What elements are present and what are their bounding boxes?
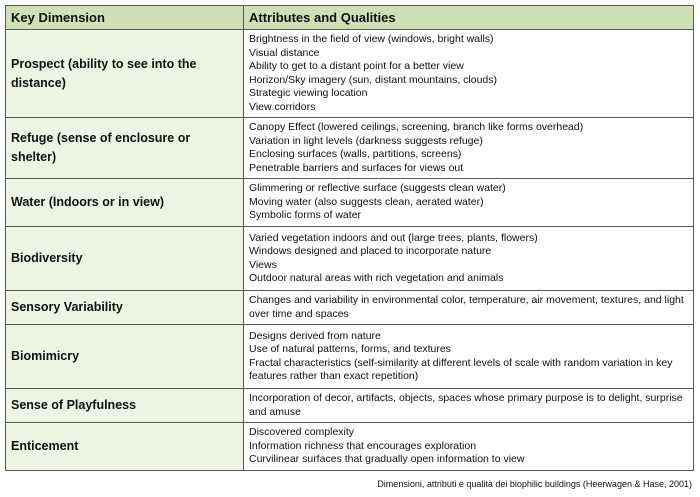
attributes-cell [244, 118, 694, 179]
key-dimension-cell: Water (Indoors or in view) [6, 179, 244, 227]
attribute-item: Moving water (also suggests clean, aerated water) [249, 195, 484, 208]
table-header [6, 6, 694, 30]
attribute-item: Canopy Effect (lowered ceilings, screening, branch like forms overhead) [249, 121, 584, 133]
attribute-item: Windows designed and placed to incorporate nature [249, 245, 492, 257]
attribute-item: Fractal characteristics (self-similarity at different levels of scale with random variation in key features rather than exact repetition) [249, 356, 673, 382]
attribute-item: Glimmering or reflective surface (suggests clean water) [249, 182, 506, 195]
attribute-item: Brightness in the field of view (windows, bright walls) [249, 33, 494, 45]
attribute-item: Ability to get to a distant point for a better view [249, 60, 464, 72]
table-row [6, 179, 694, 227]
table-row [6, 227, 694, 291]
table-body [6, 30, 694, 471]
key-dimension-cell: Prospect (ability to see into the distance) [6, 30, 244, 118]
biophilic-dimensions-table [5, 5, 694, 471]
attribute-item: Views [249, 258, 277, 271]
key-dimension-cell: Sense of Playfulness [6, 389, 244, 423]
attributes-cell [244, 30, 694, 118]
attributes-cell [244, 179, 694, 227]
attribute-item: Discovered complexity [249, 426, 355, 438]
header-row [6, 6, 694, 30]
table-row [6, 291, 694, 325]
attributes-cell [244, 291, 694, 325]
attribute-item: Designs derived from nature [249, 329, 381, 342]
key-dimension-cell: Sensory Variability [6, 291, 244, 325]
attribute-item: Horizon/Sky imagery (sun, distant mountains, clouds) [249, 73, 498, 86]
attribute-item: View corridors [249, 100, 316, 113]
attribute-item: Use of natural patterns, forms, and textures [249, 343, 451, 355]
biophilic-dimensions-table-wrapper [5, 5, 693, 471]
attribute-item: Variation in light levels (darkness suggests refuge) [249, 134, 483, 147]
key-dimension-cell: Refuge (sense of enclosure or shelter) [6, 118, 244, 179]
attribute-item: Changes and variability in environmental color, temperature, air movement, textures, and light over time and spaces [249, 294, 684, 320]
header-key-dimension: Key Dimension [6, 6, 244, 30]
key-dimension-cell: Biomimicry [6, 325, 244, 389]
attributes-cell [244, 227, 694, 291]
attribute-item: Curvilinear surfaces that gradually open information to view [249, 453, 525, 465]
header-attributes: Attributes and Qualities [244, 6, 694, 30]
table-row [6, 325, 694, 389]
attributes-cell [244, 325, 694, 389]
key-dimension-cell: Biodiversity [6, 227, 244, 291]
table-row [6, 118, 694, 179]
attribute-item: Enclosing surfaces (walls, partitions, screens) [249, 148, 462, 160]
attributes-cell [244, 389, 694, 423]
table-row [6, 389, 694, 423]
key-dimension-cell: Enticement [6, 423, 244, 471]
attribute-item: Penetrable barriers and surfaces for views out [249, 161, 464, 174]
attribute-item: Symbolic forms of water [249, 209, 362, 222]
table-row [6, 30, 694, 118]
attribute-item: Visual distance [249, 46, 320, 59]
attribute-item: Strategic viewing location [249, 87, 368, 99]
attribute-item: Varied vegetation indoors and out (large trees, plants, flowers) [249, 231, 538, 244]
attribute-item: Information richness that encourages exploration [249, 439, 477, 452]
attribute-item: Outdoor natural areas with rich vegetation and animals [249, 272, 504, 284]
attributes-cell [244, 423, 694, 471]
figure-caption: Dimensioni, attributi e qualità dei biophilic buildings (Heerwagen & Hase, 2001) [377, 479, 692, 489]
table-row [6, 423, 694, 471]
attribute-item: Incorporation of decor, artifacts, objects, spaces whose primary purpose is to delight, surprise and amuse [249, 392, 683, 418]
